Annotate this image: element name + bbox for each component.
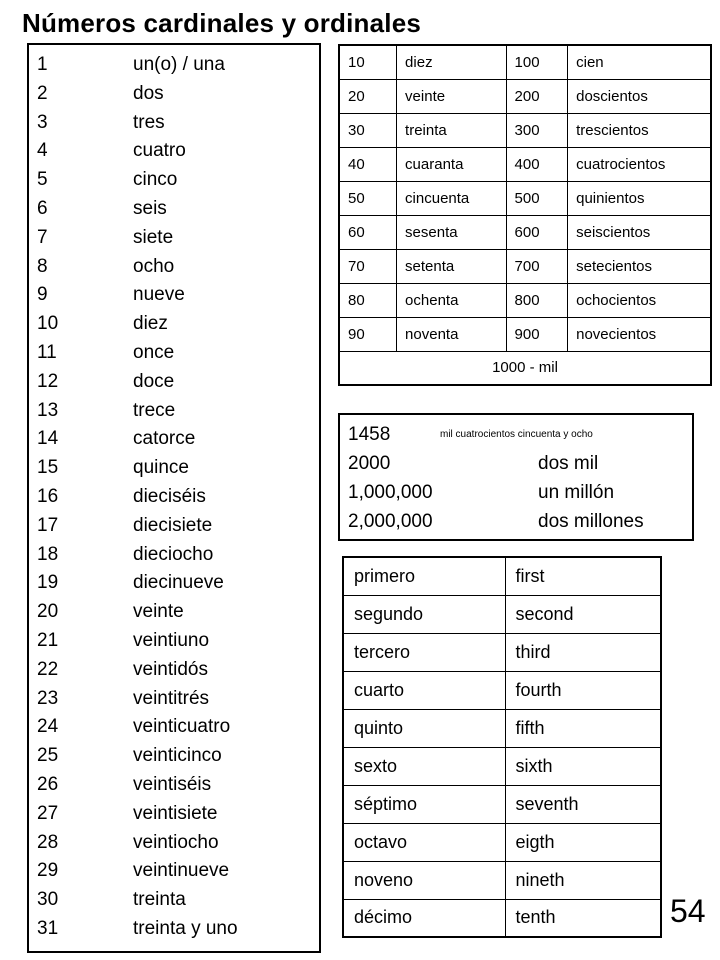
cardinal-number: 12 [37,370,59,392]
cardinal-word: diecinueve [133,572,224,594]
cardinal-number: 24 [37,716,59,738]
tens-row [339,317,711,351]
cardinal-word: cuatro [133,140,186,162]
cardinal-number: 28 [37,831,59,853]
hundreds-word: trescientos [568,113,711,147]
tens-number: 30 [339,113,397,147]
cardinal-word: catorce [133,428,196,450]
ordinal-english: fourth [505,671,661,709]
cardinal-word: veintinueve [133,860,230,882]
large-number: 1,000,000 [348,482,433,503]
cardinal-number: 6 [37,198,48,219]
ordinal-english: first [505,557,661,595]
tens-number: 10 [339,45,397,79]
tens-number: 70 [339,249,397,283]
cardinal-number: 23 [37,687,59,709]
hundreds-number: 900 [506,317,568,351]
cardinal-number: 18 [37,543,59,565]
ordinal-spanish: primero [343,557,505,595]
tens-number: 90 [339,317,397,351]
tens-word: ochenta [397,283,506,317]
large-number-word: un millón [538,482,615,503]
large-number-row [340,420,692,449]
ordinal-spanish: segundo [343,595,505,633]
hundreds-word: ochocientos [568,283,711,317]
cardinal-word: dos [133,82,164,104]
hundreds-word: setecientos [568,249,711,283]
large-numbers-box [338,413,694,541]
ordinal-row [343,633,661,671]
page-number: 54 [670,893,706,929]
large-number-word: dos mil [538,453,599,474]
cardinal-word: trece [133,399,176,421]
cardinal-word: once [133,342,175,363]
tens-row [339,147,711,181]
ordinal-row [343,861,661,899]
cardinal-word: veinticinco [133,745,222,767]
cardinal-word: ocho [133,255,175,277]
cardinal-number: 25 [37,745,59,767]
hundreds-word: doscientos [568,79,711,113]
cardinal-number: 7 [37,226,48,248]
thousand-label: 1000 - mil [339,351,711,385]
hundreds-word: novecientos [568,317,711,351]
cardinal-number: 13 [37,399,59,421]
cardinal-word: doce [133,370,175,392]
tens-word: setenta [397,249,506,283]
cardinal-word: veintitrés [133,687,210,709]
cardinal-number: 10 [37,313,59,335]
tens-word: sesenta [397,215,506,249]
cardinal-number: 19 [37,572,59,594]
cardinal-number: 9 [37,284,48,306]
tens-word: veinte [397,79,506,113]
cardinal-number: 29 [37,860,59,882]
cardinal-word: un(o) / una [133,54,225,75]
ordinal-row [343,823,661,861]
ordinal-english: eigth [505,823,661,861]
tens-number: 50 [339,181,397,215]
ordinal-spanish: décimo [343,899,505,937]
ordinal-spanish: octavo [343,823,505,861]
cardinal-number: 17 [37,514,59,536]
cardinal-word: veinticuatro [133,716,231,738]
cardinal-word: dieciocho [133,543,214,565]
hundreds-word: cuatrocientos [568,147,711,181]
cardinal-word: diecisiete [133,514,213,536]
cardinal-number: 21 [37,630,59,651]
ordinal-spanish: noveno [343,861,505,899]
ordinal-row [343,557,661,595]
ordinal-row [343,671,661,709]
hundreds-number: 400 [506,147,568,181]
cardinal-number: 31 [37,918,59,939]
large-number: 2,000,000 [348,511,433,532]
tens-word: diez [397,45,506,79]
tens-row [339,113,711,147]
tens-word: treinta [397,113,506,147]
cardinal-number: 2 [37,82,48,104]
hundreds-number: 600 [506,215,568,249]
cardinal-number: 26 [37,774,59,795]
cardinal-word: tres [133,111,165,133]
cardinal-number: 16 [37,486,59,507]
tens-word: cincuenta [397,181,506,215]
large-number-row [340,449,692,478]
cardinal-number: 8 [37,255,48,277]
cardinal-number: 3 [37,111,48,133]
ordinal-spanish: cuarto [343,671,505,709]
cardinal-word: veintiséis [133,774,212,795]
ordinal-english: sixth [505,747,661,785]
cardinal-word: siete [133,226,174,248]
large-number: 1458 [348,424,391,445]
cardinal-number: 27 [37,802,59,824]
large-number-row [340,478,692,507]
cardinal-number: 22 [37,658,59,680]
ordinal-spanish: quinto [343,709,505,747]
ordinal-spanish: séptimo [343,785,505,823]
cardinal-word: treinta [133,889,186,911]
hundreds-word: seiscientos [568,215,711,249]
ordinal-english: nineth [505,861,661,899]
hundreds-number: 800 [506,283,568,317]
large-number-word: dos millones [538,511,644,532]
hundreds-number: 300 [506,113,568,147]
tens-row [339,249,711,283]
large-number-word: mil cuatrocientos cincuenta y ocho [440,429,593,440]
hundreds-word: cien [568,45,711,79]
tens-row [339,181,711,215]
ordinals-table [342,556,662,938]
cardinal-list [27,43,321,953]
cardinal-word: treinta y uno [133,918,238,939]
ordinal-row [343,747,661,785]
tens-number: 40 [339,147,397,181]
tens-word: cuaranta [397,147,506,181]
cardinal-number: 11 [37,342,57,363]
cardinal-word: veintidós [133,658,208,680]
cardinal-number: 14 [37,428,59,450]
hundreds-number: 700 [506,249,568,283]
cardinal-number: 4 [37,140,48,162]
ordinal-spanish: tercero [343,633,505,671]
tens-row [339,45,711,79]
hundreds-number: 500 [506,181,568,215]
page-title: Números cardinales y ordinales [22,8,422,38]
cardinal-word: veintiuno [133,630,210,651]
tens-number: 80 [339,283,397,317]
large-number-row [340,507,692,536]
tens-footer-row [339,351,711,385]
cardinal-word: veintiocho [133,831,219,853]
cardinal-word: diez [133,313,168,335]
cardinal-number: 30 [37,889,59,911]
hundreds-number: 200 [506,79,568,113]
ordinal-english: fifth [505,709,661,747]
tens-number: 20 [339,79,397,113]
hundreds-word: quinientos [568,181,711,215]
tens-hundreds-table [338,44,712,386]
tens-row [339,79,711,113]
cardinal-number: 5 [37,169,48,191]
ordinal-row [343,595,661,633]
tens-row [339,215,711,249]
tens-row [339,283,711,317]
cardinal-word: quince [133,457,189,479]
tens-word: noventa [397,317,506,351]
cardinal-number: 20 [37,601,59,623]
ordinal-row [343,709,661,747]
ordinal-english: third [505,633,661,671]
cardinal-word: nueve [133,284,185,306]
ordinal-english: seventh [505,785,661,823]
hundreds-number: 100 [506,45,568,79]
ordinal-english: tenth [505,899,661,937]
cardinal-word: dieciséis [133,486,206,507]
ordinal-english: second [505,595,661,633]
cardinal-number: 1 [37,54,48,75]
cardinal-number: 15 [37,457,59,479]
ordinal-spanish: sexto [343,747,505,785]
large-number: 2000 [348,453,391,474]
cardinal-word: cinco [133,169,178,191]
cardinal-word: veintisiete [133,802,218,824]
cardinal-word: seis [133,198,167,219]
cardinal-word: veinte [133,601,184,623]
tens-number: 60 [339,215,397,249]
ordinal-row [343,899,661,937]
ordinal-row [343,785,661,823]
